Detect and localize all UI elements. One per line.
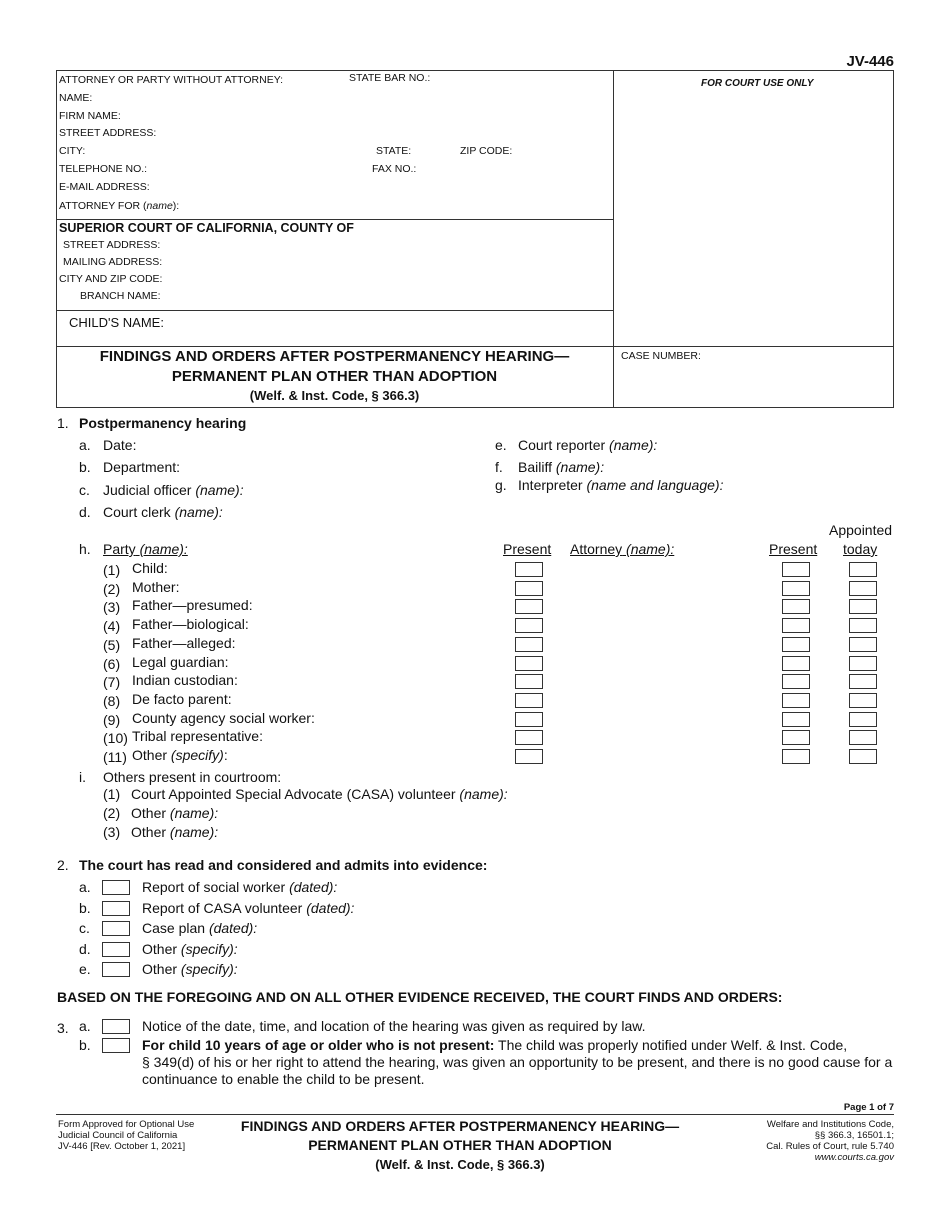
case-number-label: CASE NUMBER: xyxy=(621,350,701,362)
section2-title: The court has read and considered and admits into evidence: xyxy=(79,857,488,873)
form-title-line1: FINDINGS AND ORDERS AFTER POSTPERMANENCY HEARING— xyxy=(99,348,570,365)
section1-item-label: Judicial officer (name): xyxy=(103,482,244,498)
party-label: Other (specify): xyxy=(132,747,228,763)
party-num: (8) xyxy=(103,692,121,709)
court-title: SUPERIOR COURT OF CALIFORNIA, COUNTY OF xyxy=(59,221,354,235)
others-label: Court Appointed Special Advocate (CASA) volunteer (name): xyxy=(131,786,508,802)
attorney-present-checkbox[interactable] xyxy=(782,693,810,708)
section2-item-label: Report of social worker (dated): xyxy=(142,879,338,895)
party-present-checkbox[interactable] xyxy=(515,581,543,596)
party-num: (6) xyxy=(103,655,121,672)
party-present-checkbox[interactable] xyxy=(515,730,543,745)
party-num: (7) xyxy=(103,674,121,691)
attorney-present-checkbox[interactable] xyxy=(782,581,810,596)
party-present-checkbox[interactable] xyxy=(515,637,543,652)
attorney-present-checkbox[interactable] xyxy=(782,618,810,633)
appointed-header: Appointed xyxy=(829,522,893,538)
attorney-label: ATTORNEY OR PARTY WITHOUT ATTORNEY: xyxy=(59,74,284,86)
party-num: (10) xyxy=(103,730,128,747)
party-label: Child: xyxy=(132,560,168,576)
attorney-appointed-checkbox[interactable] xyxy=(849,674,877,689)
others-label: Other (name): xyxy=(131,824,219,840)
section2-item-checkbox[interactable] xyxy=(102,921,130,936)
attorney-present-checkbox[interactable] xyxy=(782,712,810,727)
section1-item-label: Date: xyxy=(103,437,137,453)
city-label: CITY: xyxy=(59,145,86,157)
attorney-present-checkbox[interactable] xyxy=(782,730,810,745)
section2-item-letter: a. xyxy=(79,879,91,895)
attorney-appointed-checkbox[interactable] xyxy=(849,581,877,596)
others-label: Other (name): xyxy=(131,805,219,821)
party-label: Tribal representative: xyxy=(132,728,263,745)
party-num: (2) xyxy=(103,580,121,597)
section1-item-label: Interpreter (name and language): xyxy=(518,477,724,493)
section2-item-checkbox[interactable] xyxy=(102,880,130,895)
party-label: Mother: xyxy=(132,578,180,595)
party-present-checkbox[interactable] xyxy=(515,562,543,577)
section3b-line3: continuance to enable the child to be present. xyxy=(142,1071,425,1087)
party-label: Father—alleged: xyxy=(132,634,236,651)
court-mailing-label: MAILING ADDRESS: xyxy=(63,256,163,268)
attorney-present-checkbox[interactable] xyxy=(782,599,810,614)
page-number: Page 1 of 7 xyxy=(843,1102,894,1113)
attorney-appointed-checkbox[interactable] xyxy=(849,618,877,633)
section1-item-letter: d. xyxy=(79,504,91,520)
section3a-text: Notice of the date, time, and location of the hearing was given as required by law. xyxy=(142,1018,646,1034)
section2-item-label: Case plan (dated): xyxy=(142,920,258,936)
state-label: STATE: xyxy=(376,145,412,157)
party-num: (4) xyxy=(103,618,121,635)
party-label: Indian custodian: xyxy=(132,672,238,689)
attorney-present-checkbox[interactable] xyxy=(782,656,810,671)
party-num: (9) xyxy=(103,711,121,728)
attorney-present-checkbox[interactable] xyxy=(782,749,810,764)
section3b-letter: b. xyxy=(79,1037,91,1053)
section1-item-letter: g. xyxy=(495,477,507,493)
form-title-line2: PERMANENT PLAN OTHER THAN ADOPTION xyxy=(171,368,498,385)
section2-item-letter: b. xyxy=(79,899,91,916)
others-num: (1) xyxy=(103,786,121,802)
findings-heading: BASED ON THE FOREGOING AND ON ALL OTHER EVIDENCE RECEIVED, THE COURT FINDS AND ORDERS: xyxy=(57,989,783,1005)
attorney-appointed-checkbox[interactable] xyxy=(849,562,877,577)
party-num: (1) xyxy=(103,562,121,578)
party-label: Legal guardian: xyxy=(132,653,229,670)
party-label: Father—biological: xyxy=(132,616,249,633)
party-present-checkbox[interactable] xyxy=(515,618,543,633)
section1-item-label: Bailiff (name): xyxy=(518,459,605,475)
fax-label: FAX NO.: xyxy=(372,163,417,175)
attorney-appointed-checkbox[interactable] xyxy=(849,599,877,614)
party-num: (5) xyxy=(103,636,121,653)
section1-item-letter: a. xyxy=(79,437,91,453)
court-branch-label: BRANCH NAME: xyxy=(80,290,161,302)
section1-item-letter: b. xyxy=(79,459,91,475)
party-label: County agency social worker: xyxy=(132,709,315,726)
zip-label: ZIP CODE: xyxy=(460,145,513,157)
present-header: Present xyxy=(503,541,552,557)
party-header: Party (name): xyxy=(103,541,188,557)
others-num: (2) xyxy=(103,805,121,821)
party-present-checkbox[interactable] xyxy=(515,656,543,671)
section2-item-letter: e. xyxy=(79,961,91,977)
form-id: JV-446 xyxy=(846,53,894,70)
section1-num: 1. xyxy=(57,415,69,431)
section2-item-checkbox[interactable] xyxy=(102,901,130,916)
section2-item-label: Other (specify): xyxy=(142,961,238,977)
section3a-checkbox[interactable] xyxy=(102,1019,130,1034)
state-bar-label: STATE BAR NO.: xyxy=(349,72,431,84)
section1-item-label: Court reporter (name): xyxy=(518,437,658,453)
section1-item-letter: e. xyxy=(495,437,507,453)
section3b-checkbox[interactable] xyxy=(102,1038,130,1053)
attorney-appointed-checkbox[interactable] xyxy=(849,730,877,745)
party-present-checkbox[interactable] xyxy=(515,712,543,727)
party-letter: h. xyxy=(79,541,91,557)
section3b-line1: For child 10 years of age or older who is not present: The child was properly notified under Welf. & Inst. Code, xyxy=(142,1037,848,1053)
email-label: E-MAIL ADDRESS: xyxy=(59,181,150,193)
section3b-line2: § 349(d) of his or her right to attend the hearing, was given an opportunity to be present, and there is no good cause for a xyxy=(142,1054,893,1070)
section2-item-checkbox[interactable] xyxy=(102,942,130,957)
attorney-appointed-checkbox[interactable] xyxy=(849,693,877,708)
court-street-label: STREET ADDRESS: xyxy=(63,239,161,251)
party-label: Father—presumed: xyxy=(132,597,253,614)
footer-right: Welfare and Institutions Code, §§ 366.3, 16501.1; Cal. Rules of Court, rule 5.740 www.courts.ca.gov xyxy=(766,1119,894,1163)
others-letter: i. xyxy=(79,769,86,785)
attorney-appointed-checkbox[interactable] xyxy=(849,712,877,727)
party-num: (3) xyxy=(103,599,121,616)
others-num: (3) xyxy=(103,824,121,840)
party-num: (11) xyxy=(103,749,127,765)
party-present-checkbox[interactable] xyxy=(515,674,543,689)
attorney-appointed-checkbox[interactable] xyxy=(849,656,877,671)
form-title-line3: (Welf. & Inst. Code, § 366.3) xyxy=(249,388,420,403)
firm-label: FIRM NAME: xyxy=(59,110,121,122)
today-header: today xyxy=(843,541,878,557)
present2-header: Present xyxy=(769,541,818,557)
footer-left: Form Approved for Optional Use Judicial Council of California JV-446 [Rev. October 1, 2021] xyxy=(58,1119,195,1152)
court-use-label: FOR COURT USE ONLY xyxy=(701,78,814,89)
attorney-present-checkbox[interactable] xyxy=(782,562,810,577)
attorney-for-label: ATTORNEY FOR (name): xyxy=(59,200,180,212)
party-label: De facto parent: xyxy=(132,690,232,707)
section2-item-letter: c. xyxy=(79,920,90,936)
section3a-letter: a. xyxy=(79,1018,91,1034)
section2-item-letter: d. xyxy=(79,940,91,957)
section1-item-label: Court clerk (name): xyxy=(103,504,223,520)
section1-item-letter: c. xyxy=(79,482,90,498)
section1-title: Postpermanency hearing xyxy=(79,415,247,431)
name-label: NAME: xyxy=(59,92,93,104)
street-label: STREET ADDRESS: xyxy=(59,127,157,139)
party-present-checkbox[interactable] xyxy=(515,599,543,614)
section2-item-checkbox[interactable] xyxy=(102,962,130,977)
attorney-present-checkbox[interactable] xyxy=(782,674,810,689)
party-present-checkbox[interactable] xyxy=(515,749,543,764)
court-city-label: CITY AND ZIP CODE: xyxy=(59,273,163,285)
attorney-appointed-checkbox[interactable] xyxy=(849,749,877,764)
section1-item-label: Department: xyxy=(103,459,181,475)
attorney-header: Attorney (name): xyxy=(570,541,675,557)
attorney-present-checkbox[interactable] xyxy=(782,637,810,652)
section1-item-letter: f. xyxy=(495,459,503,475)
telephone-label: TELEPHONE NO.: xyxy=(59,163,148,175)
party-present-checkbox[interactable] xyxy=(515,693,543,708)
attorney-appointed-checkbox[interactable] xyxy=(849,637,877,652)
section2-item-label: Report of CASA volunteer (dated): xyxy=(142,899,355,916)
section2-item-label: Other (specify): xyxy=(142,940,238,957)
section3-num: 3. xyxy=(57,1020,69,1036)
others-title: Others present in courtroom: xyxy=(103,769,282,785)
footer-title: FINDINGS AND ORDERS AFTER POSTPERMANENCY HEARING— PERMANENT PLAN OTHER THAN ADOPTION (Welf. & Inst. Code, § 366.3) xyxy=(240,1118,680,1172)
section2-num: 2. xyxy=(57,857,69,873)
child-name-label: CHILD'S NAME: xyxy=(69,315,164,330)
